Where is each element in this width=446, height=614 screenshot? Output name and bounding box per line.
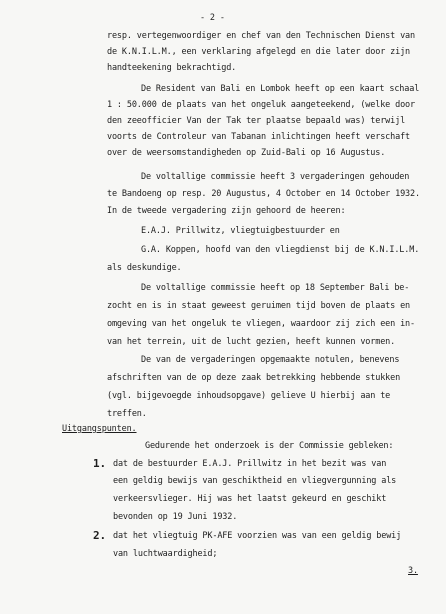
text-line: E.A.J. Prillwitz, vliegtuigbestuurder en	[141, 226, 340, 236]
text-line: G.A. Koppen, hoofd van den vliegdienst bij de K.N.I.L.M.	[141, 245, 420, 255]
text-line: In de tweede vergadering zijn gehoord de heeren:	[107, 206, 346, 216]
text-line: den zeeofficier Van der Tak ter plaatse bepaald was) terwijl	[107, 116, 406, 126]
text-line: treffen.	[107, 409, 147, 419]
text-line: als deskundige.	[107, 263, 182, 273]
text-line: resp. vertegenwoordiger en chef van den Technischen Dienst van	[107, 31, 415, 41]
text-line: De van de vergaderingen opgemaakte notulen, benevens	[141, 355, 400, 365]
text-line: De voltallige commissie heeft op 18 September Bali be-	[141, 283, 410, 293]
text-line: dat het vliegtuig PK-AFE voorzien was van een geldig bewij	[113, 531, 402, 541]
item-number: 2.	[93, 529, 106, 542]
text-line: 1 : 50.000 de plaats van het ongeluk aangeteekend, (welke door	[107, 100, 415, 110]
catchword: 3.	[408, 566, 418, 576]
text-line: de K.N.I.L.M., een verklaring afgelegd en die later door zijn	[107, 47, 411, 57]
page-number: - 2 -	[200, 13, 225, 23]
text-line: De Resident van Bali en Lombok heeft op een kaart schaal	[141, 84, 420, 94]
text-line: te Bandoeng op resp. 20 Augustus, 4 October en 14 October 1932.	[107, 189, 420, 199]
text-line: voorts de Controleur van Tabanan inlichtingen heeft verschaft	[107, 132, 411, 142]
text-line: over de weersomstandigheden op Zuid-Bali op 16 Augustus.	[107, 148, 386, 158]
text-line: bevonden op 19 Juni 1932.	[113, 512, 238, 522]
text-line: dat de bestuurder E.A.J. Prillwitz in het bezit was van	[113, 459, 387, 469]
text-line: (vgl. bijgevoegde inhoudsopgave) gelieve U hierbij aan te	[107, 391, 391, 401]
text-line: een geldig bewijs van geschiktheid en vliegvergunning als	[113, 476, 397, 486]
text-line: afschriften van de op deze zaak betrekking hebbende stukken	[107, 373, 401, 383]
intro-line: Gedurende het onderzoek is der Commissie gebleken:	[145, 441, 394, 451]
text-line: van luchtwaardigheid;	[113, 549, 218, 559]
text-line: omgeving van het ongeluk te vliegen, waardoor zij zich een in-	[107, 319, 415, 329]
section-heading: Uitgangspunten.	[62, 424, 137, 434]
text-line: zocht en is in staat geweest geruimen tijd boven de plaats en	[107, 301, 411, 311]
text-line: verkeersvlieger. Hij was het laatst gekeurd en geschikt	[113, 494, 387, 504]
text-line: De voltallige commissie heeft 3 vergaderingen gehouden	[141, 172, 410, 182]
text-line: van het terrein, uit de lucht gezien, heeft kunnen vormen.	[107, 337, 396, 347]
text-line: handteekening bekrachtigd.	[107, 63, 237, 73]
item-number: 1.	[93, 457, 106, 470]
